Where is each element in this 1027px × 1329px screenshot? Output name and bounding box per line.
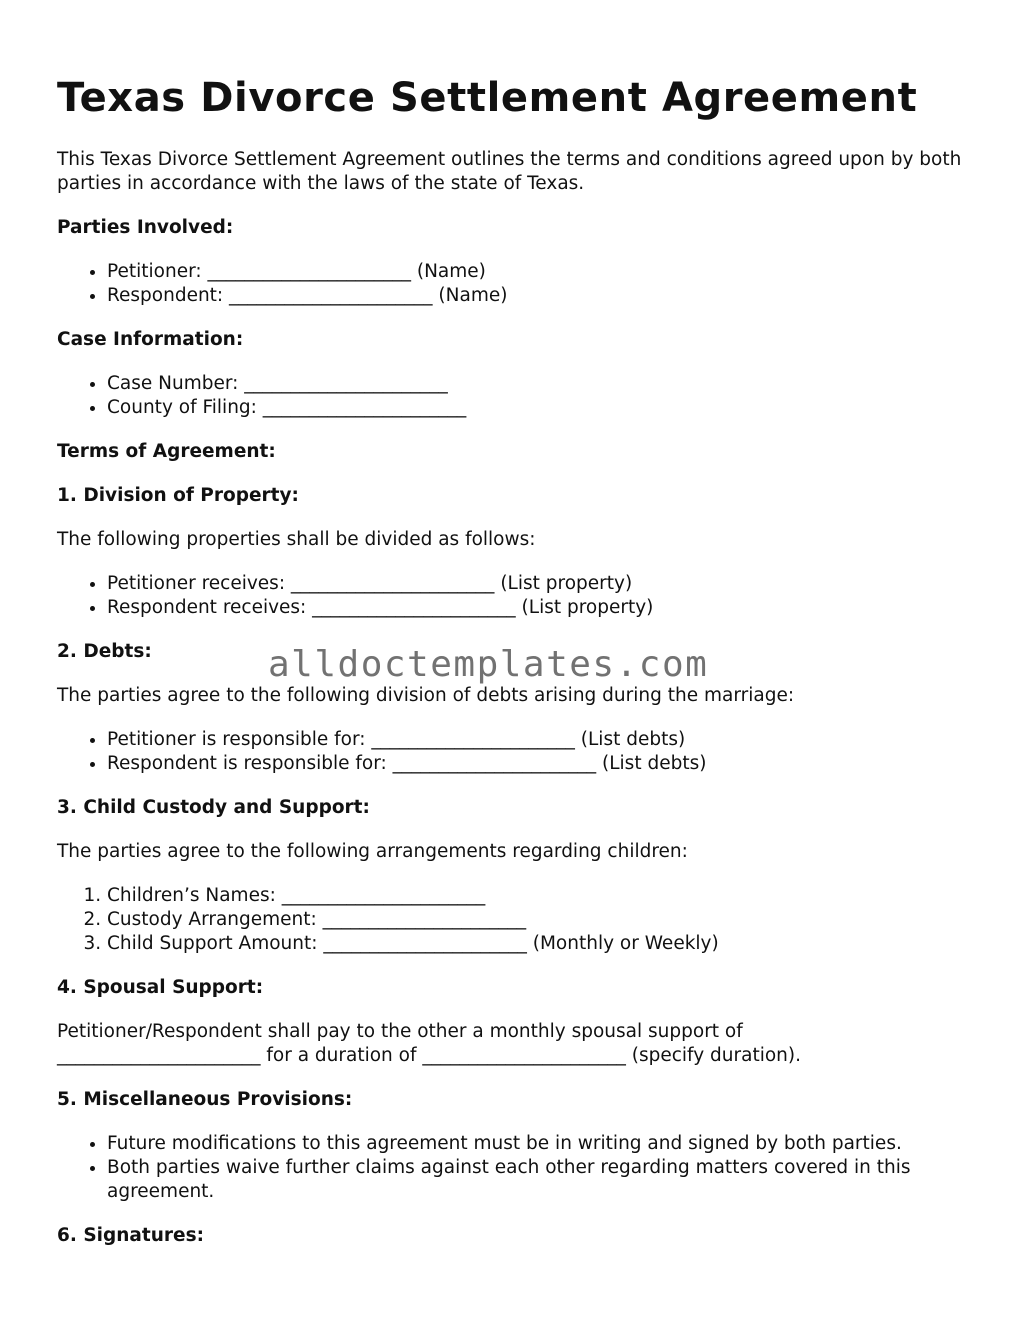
list-item: • Respondent: ______________________ (Name) bbox=[107, 284, 977, 308]
parties-list bbox=[57, 260, 977, 308]
signatures-heading: 6. Signatures: bbox=[57, 1225, 204, 1246]
parties-heading: Parties Involved: bbox=[57, 217, 234, 238]
misc-heading: 5. Miscellaneous Provisions: bbox=[57, 1089, 353, 1110]
custody-list bbox=[57, 884, 977, 956]
list-item: • Petitioner: ______________________ (Name) bbox=[107, 260, 977, 284]
list-item: • Respondent is responsible for: ______________________ (List debts) bbox=[107, 752, 977, 776]
list-item: 3. Child Support Amount: ______________________ (Monthly or Weekly) bbox=[107, 932, 977, 956]
case-list bbox=[57, 372, 977, 420]
property-heading: 1. Division of Property: bbox=[57, 485, 299, 506]
list-item: • Future modifications to this agreement must be in writing and signed by both parties. bbox=[107, 1132, 977, 1156]
debts-heading: 2. Debts: bbox=[57, 641, 152, 662]
terms-heading: Terms of Agreement: bbox=[57, 441, 276, 462]
list-item: • Case Number: ______________________ bbox=[107, 372, 977, 396]
list-item: • County of Filing: ______________________ bbox=[107, 396, 977, 420]
list-item: • Respondent receives: ______________________ (List property) bbox=[107, 596, 977, 620]
watermark: alldoctemplates.com bbox=[268, 644, 709, 685]
spousal-line-2: ______________________ for a duration of ______________________ (specify duration). bbox=[57, 1045, 801, 1066]
custody-text: The parties agree to the following arrangements regarding children: bbox=[57, 841, 688, 862]
case-heading: Case Information: bbox=[57, 329, 244, 350]
misc-list bbox=[57, 1132, 977, 1204]
intro-paragraph: This Texas Divorce Settlement Agreement outlines the terms and conditions agreed upon by both parties in accordance with the laws of the state of Texas. bbox=[57, 149, 962, 194]
list-item: • Both parties waive further claims against each other regarding matters covered in this agreement. bbox=[107, 1156, 977, 1204]
property-list bbox=[57, 572, 977, 620]
property-text: The following properties shall be divided as follows: bbox=[57, 529, 536, 550]
spousal-line-1: Petitioner/Respondent shall pay to the other a monthly spousal support of bbox=[57, 1021, 743, 1042]
debts-list bbox=[57, 728, 977, 776]
list-item: 2. Custody Arrangement: ______________________ bbox=[107, 908, 977, 932]
custody-heading: 3. Child Custody and Support: bbox=[57, 797, 370, 818]
spousal-heading: 4. Spousal Support: bbox=[57, 977, 264, 998]
document-title: Texas Divorce Settlement Agreement bbox=[57, 75, 918, 121]
list-item: • Petitioner receives: ______________________ (List property) bbox=[107, 572, 977, 596]
list-item: • Petitioner is responsible for: ______________________ (List debts) bbox=[107, 728, 977, 752]
debts-text: The parties agree to the following division of debts arising during the marriage: bbox=[57, 685, 795, 706]
list-item: 1. Children’s Names: ______________________ bbox=[107, 884, 977, 908]
